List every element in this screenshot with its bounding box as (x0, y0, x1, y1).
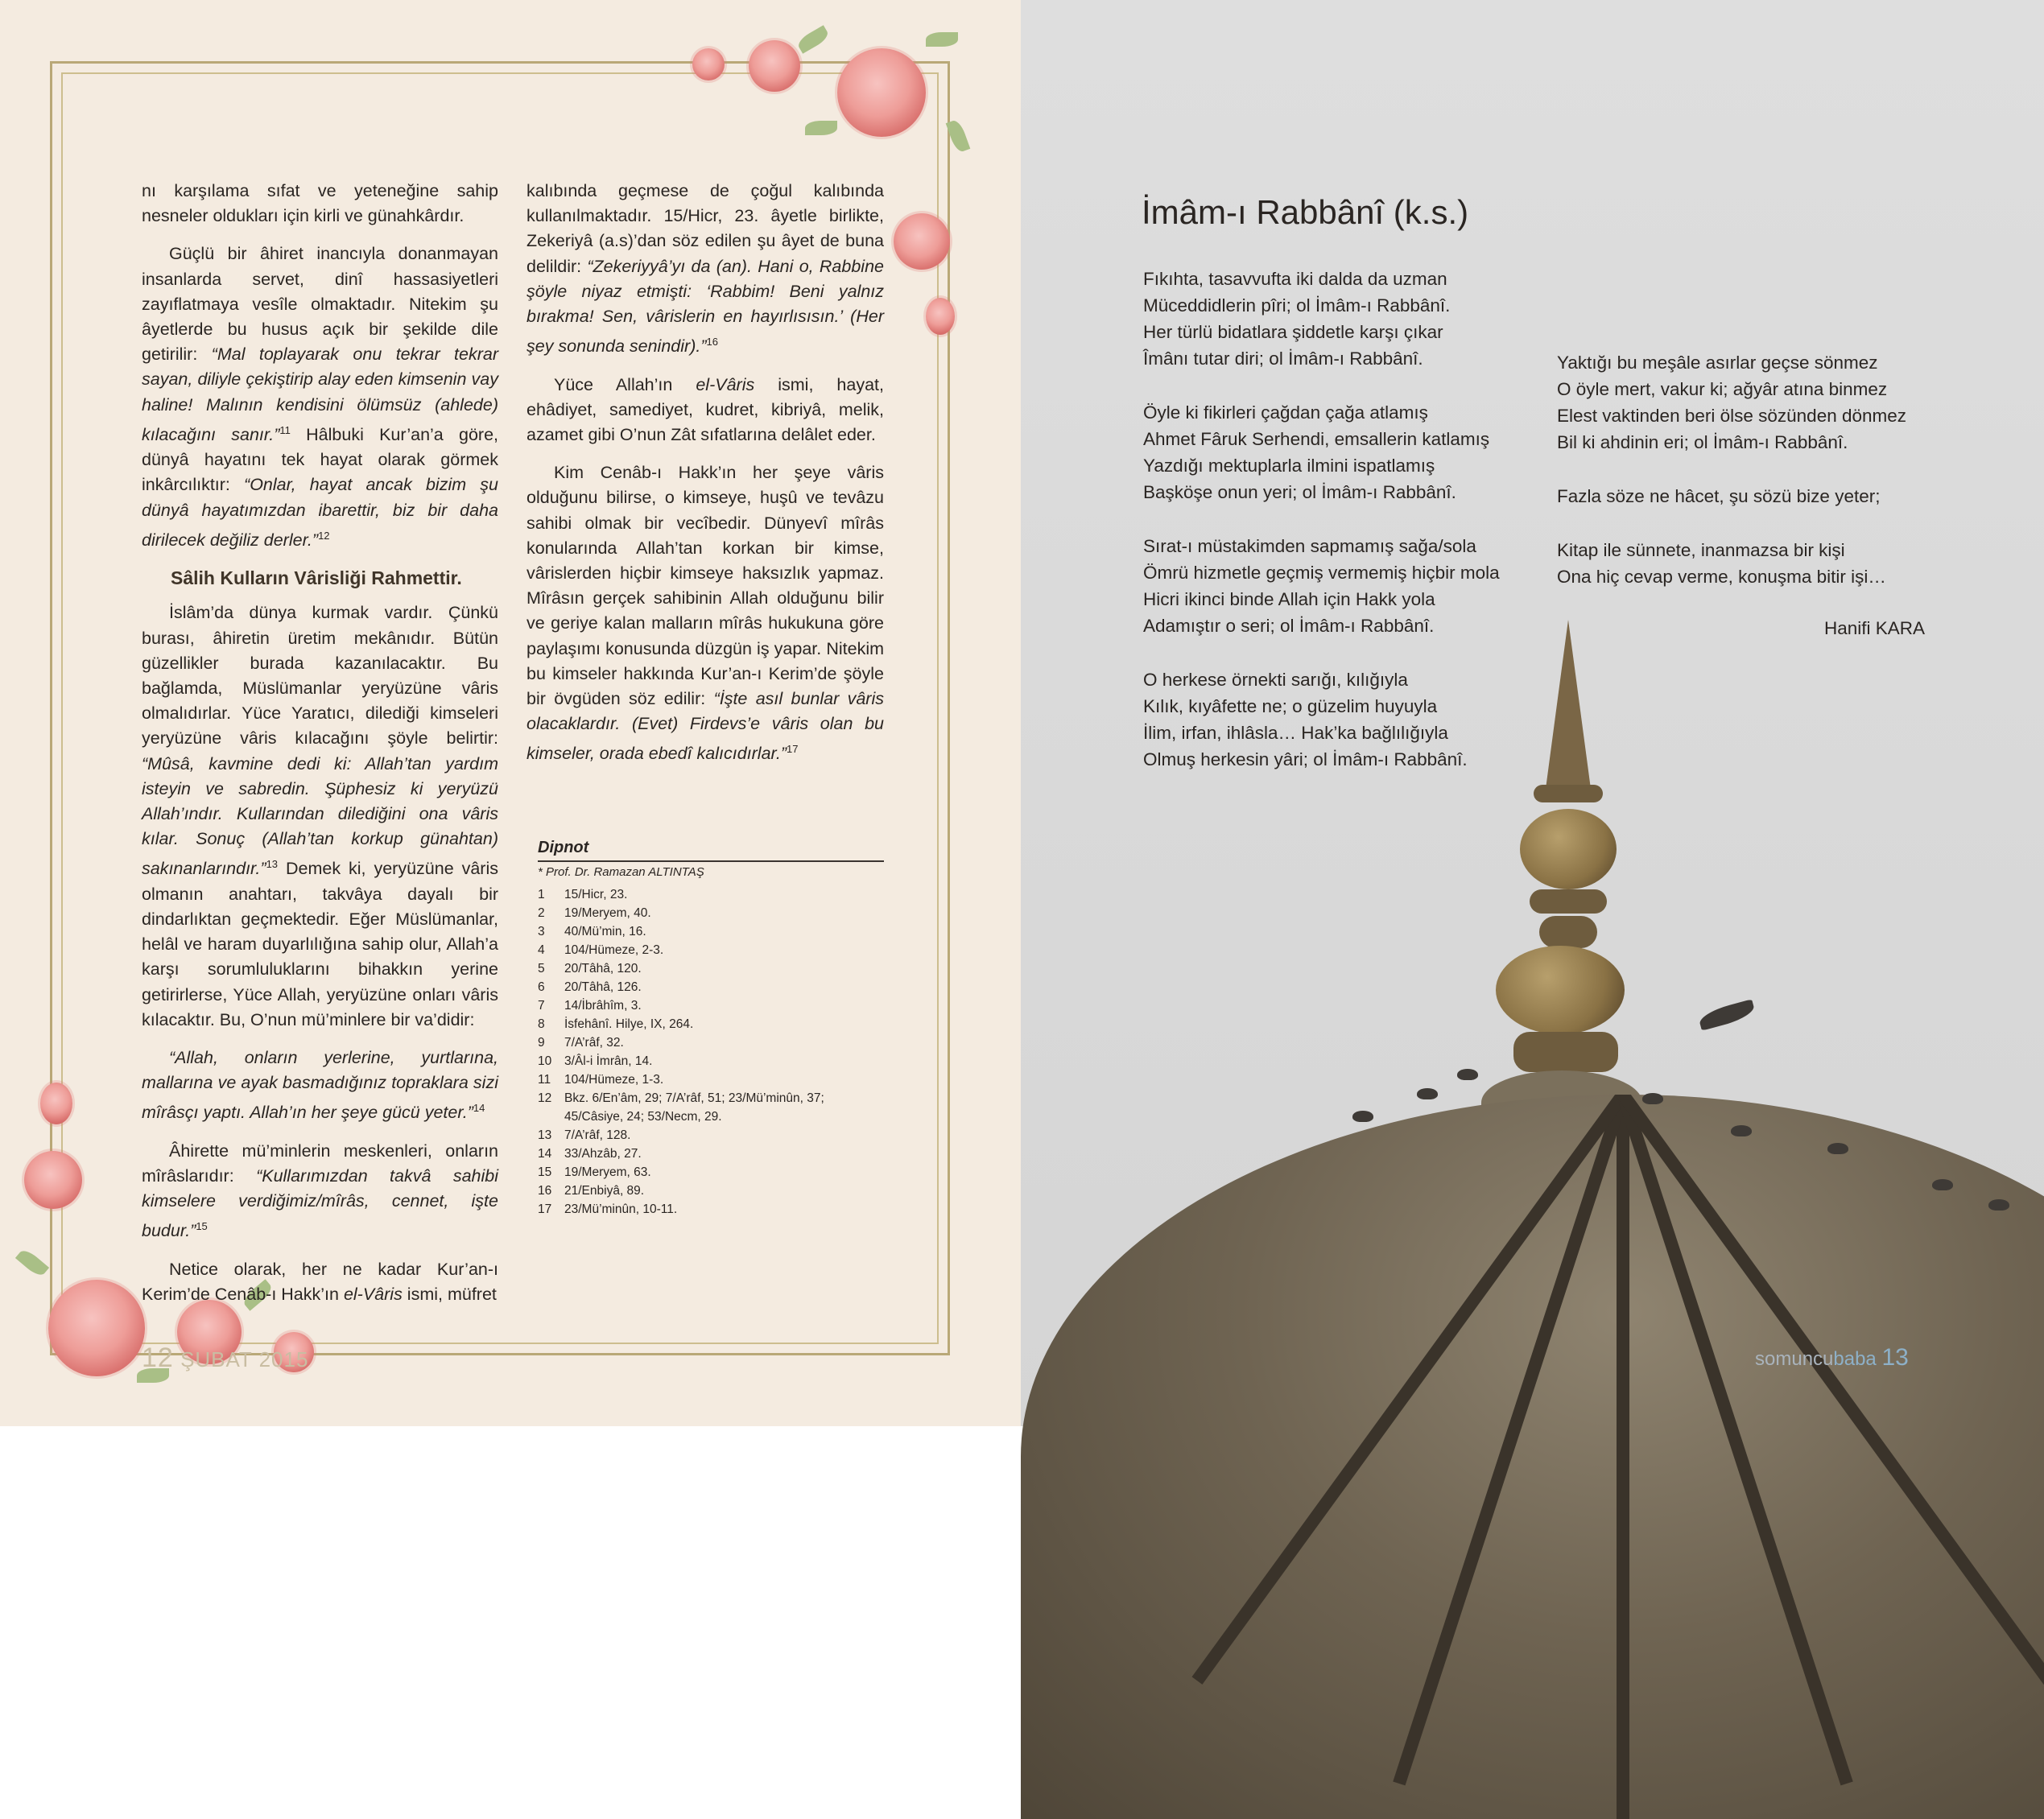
poem-line: Fıkıhta, tasavvufta iki dalda da uzman (1143, 269, 1447, 289)
leaf-icon (15, 1247, 49, 1279)
footnote-number: 17 (538, 1202, 552, 1216)
leaf-icon (926, 32, 958, 47)
poem-stanza (1143, 533, 1500, 639)
poem-line: O öyle mert, vakur ki; ağyâr atına binmez (1557, 379, 1888, 399)
poem-line: Ömrü hizmetle geçmiş vermemiş hiçbir mola (1143, 563, 1500, 583)
footnote-text: 104/Hümeze, 1-3. (564, 1073, 664, 1087)
paragraph: nı karşılama sıfat ve yeteneğine sahip nesneler oldukları için kirli ve günahkârdır. (142, 181, 498, 226)
poem-stanza (1557, 349, 1906, 456)
footnote-text: 20/Tâhâ, 120. (564, 962, 642, 975)
text-column-2 (526, 179, 884, 780)
poem-column-left (1143, 266, 1500, 800)
footnote-text: 23/Mü’minûn, 10-11. (564, 1202, 678, 1216)
footnote-number: 8 (538, 1017, 545, 1031)
footnote-item (538, 1070, 884, 1089)
poem-stanza (1557, 483, 1906, 509)
pigeon-icon (1417, 1088, 1438, 1099)
paragraph: Yüce Allah’ın el-Vâris ismi, hayat, ehâdiyet, samediyet, kudret, kibriyâ, melik, azamet gibi O’nun Zât sıfatlarına delâlet eder. (526, 374, 884, 444)
page-number: 12 (142, 1343, 174, 1373)
footnote-text: 33/Ahzâb, 27. (564, 1147, 642, 1161)
poem-line: Başköşe onun yeri; ol İmâm-ı Rabbânî. (1143, 482, 1456, 502)
pigeon-icon (1932, 1179, 1953, 1190)
poem-stanza (1143, 266, 1500, 372)
footnote-number: 7 (538, 999, 545, 1013)
section-heading: Sâlih Kulların Vârisliği Rahmettir. (171, 567, 462, 589)
poem-line: İlim, irfan, ihlâsla… Hak’ka bağlılığıyla (1143, 723, 1448, 743)
page-number: 13 (1881, 1344, 1909, 1371)
footnotes-author: * Prof. Dr. Ramazan ALTINTAŞ (538, 865, 704, 879)
rose-icon (48, 1280, 145, 1376)
footnote-text: 21/Enbiyâ, 89. (564, 1184, 645, 1198)
poem-line: Her türlü bidatlara şiddetle karşı çıkar (1143, 322, 1443, 342)
footnote-item (538, 1089, 884, 1126)
pigeon-icon (1352, 1111, 1373, 1122)
footnote-number: 6 (538, 980, 545, 994)
footnote-text: 104/Hümeze, 2-3. (564, 943, 664, 957)
footnote-number: 10 (538, 1054, 552, 1068)
poem-line: Ona hiç cevap verme, konuşma bitir işi… (1557, 567, 1886, 587)
footnotes (538, 839, 884, 1219)
rose-icon (692, 48, 725, 80)
poem-line: Sırat-ı müstakimden sapmamış sağa/sola (1143, 536, 1476, 556)
poem-line: Kılık, kıyâfette ne; o güzelim huyuyla (1143, 696, 1438, 716)
poem-line: Yazdığı mektuplarla ilmini ispatlamış (1143, 456, 1435, 476)
spire-ball-lower (1496, 946, 1625, 1034)
dome-rib (1192, 1095, 1629, 1685)
poem-line: Fazla söze ne hâcet, şu sözü bize yeter; (1557, 486, 1881, 506)
poem-stanza (1557, 537, 1906, 590)
paragraph: Güçlü bir âhiret inancıyla donanmayan insanlarda servet, dinî hassasiyetleri zayıflatmaya vesîle olmaktadır. Nitekim şu âyetlerde bu husus açık bir şekilde dile getirilir: “Mal toplayarak onu tekrar tekrar sayan, diliyle çekiştirip alay eden kimsenin vay haline! Malının kendisini ölümsüz (ahlede) kılacağını sanır.”$^{11}$ Hâlbuki Kur’an’a göre, dünyâ hayatını tek hayat olarak görmek inkârcılıktır: “Onlar, hayat ancak bizim şu dünyâ hayatımızdan ibarettir, biz bir daha dirilecek değiliz derler.”$^{12}$ (142, 244, 498, 550)
footnote-item (538, 1163, 884, 1182)
footnote-number: 16 (538, 1184, 552, 1198)
footnote-number: 1 (538, 888, 545, 901)
footnote-text: 19/Meryem, 40. (564, 906, 651, 920)
left-page (0, 0, 1021, 1426)
paragraph: Âhirette mü’minlerin meskenleri, onların mîrâslarıdır: “Kullarımızdan takvâ sahibi kimselere verdiğimiz/mîrâs, cennet, işte budur.”$^{15}$ (142, 1140, 498, 1241)
footnote-item (538, 978, 884, 996)
rose-icon (749, 40, 800, 92)
footnote-number: 11 (538, 1073, 551, 1087)
poem-line: Hicri ikinci binde Allah için Hakk yola (1143, 589, 1435, 609)
leaf-icon (805, 121, 837, 135)
poem-line: O herkese örnekti sarığı, kılığıyla (1143, 670, 1408, 690)
footnote-item (538, 959, 884, 978)
footnote-item (538, 1182, 884, 1200)
issue-date: ŞUBAT 2015 (180, 1347, 309, 1371)
poem-stanza (1143, 399, 1500, 505)
poem-line: Ahmet Fâruk Serhendi, emsallerin katlamış (1143, 429, 1490, 449)
footnote-number: 13 (538, 1128, 552, 1142)
rose-icon (24, 1151, 82, 1209)
poem-author: Hanifi KARA (1824, 618, 1926, 638)
pigeon-icon (1731, 1125, 1752, 1136)
footnote-item (538, 1033, 884, 1052)
spire-base (1513, 1032, 1618, 1072)
paragraph: İslâm’da dünya kurmak vardır. Çünkü burası, âhiretin üretim mekânıdır. Bütün güzellikler burada kazanılacaktır. Bu bağlamda, Müslümanlar yeryüzüne vâris olmalıdırlar. Yüce Yaratıcı, dilediği kimseleri yeryüzüne vâris kılacağını şöyle belirtir: “Mûsâ, kavmine dedi ki: Allah’tan yardım isteyin ve sabredin. Şüphesiz ki yeryüzü Allah’ındır. Kullarından dilediğini ona vâris kılar. Sonuç (Allah’tan korkup günahtan) sakınanlarındır.”$^{13}$ Demek ki, yeryüzüne vâris olmanın anahtarı, takvâya dayalı bir dindarlıktan geçmektedir. Eğer Müslümanlar, helâl ve haram duyarlılığına sahip olur, Allah’a karşı sorumluluklarını bihakkın yerine getirirlerse, Yüce Allah, yeryüzüne onları vâris kılacaktır. Bu, O’nun mü’minlere bir va’didir: (142, 603, 498, 1029)
paragraph: kalıbında geçmese de çoğul kalıbında kullanılmaktadır. 15/Hicr, 23. âyetle birlikte, Zekeriyâ (a.s)’dan söz edilen şu âyet de buna delildir: “Zekeriyyâ’yı da (an). Hani o, Rabbine şöyle niyaz etmişti: ‘Rabbim! Beni yalnız bırakma! Sen, vârislerin en hayırlısısın.’ (Her şey sonunda senindir).”$^{16}$ (526, 181, 884, 357)
magazine-name: somuncu (1755, 1348, 1834, 1370)
footnote-item (538, 996, 884, 1015)
spire-tip (1546, 620, 1591, 789)
footnote-number: 9 (538, 1036, 545, 1050)
dome-rib (1393, 1095, 1629, 1785)
footnote-item (538, 922, 884, 941)
paragraph: Kim Cenâb-ı Hakk’ın her şeye vâris olduğunu bilirse, o kimseye, huşû ve tevâzu sahibi olmak bir vecîbedir. Dünyevî mîrâs konularında Allah’tan korkan bir kimse, vârislerden hiçbir kimseye haksızlık yapmaz. Mîrâsın gerçek sahibinin Allah olduğunu bilir ve geriye kalan malların mîrâs hukukuna göre paylaşımı konusunda düzgün iş yapar. Nitekim bu kimseler hakkında Kur’an-ı Kerim’de şöyle bir övgüden söz edilir: “İşte asıl bunlar vâris olacaklardır. (Evet) Firdevs’e vâris olan bu kimseler, orada ebedî kalıcıdırlar.”$^{17}$ (526, 463, 884, 764)
footnote-text: 20/Tâhâ, 126. (564, 980, 642, 994)
dome-rib (1618, 1095, 2044, 1685)
dome-rib (1617, 1095, 1852, 1785)
spire-ring (1530, 889, 1607, 914)
footnote-number: 14 (538, 1147, 552, 1161)
footnote-text: 19/Meryem, 63. (564, 1165, 651, 1179)
footnote-text: 14/İbrâhîm, 3. (564, 999, 642, 1013)
footnote-item (538, 885, 884, 904)
poem-stanza (1143, 666, 1500, 773)
footnote-text: 15/Hicr, 23. (564, 888, 628, 901)
footnote-text: 3/Âl-i İmrân, 14. (564, 1054, 653, 1068)
poem-line: Olmuş herkesin yâri; ol İmâm-ı Rabbânî. (1143, 749, 1468, 769)
page-footer-right (1755, 1344, 1909, 1371)
poem-line: Elest vaktinden beri ölse sözünden dönmez (1557, 406, 1907, 426)
poem-column-right (1557, 349, 1906, 617)
spire-ring (1534, 785, 1603, 802)
dome-rib (1617, 1095, 1629, 1819)
pigeon-icon (1827, 1143, 1848, 1154)
footnote-item (538, 904, 884, 922)
footnote-text: 7/A’râf, 32. (564, 1036, 624, 1050)
poem-line: Îmânı tutar diri; ol İmâm-ı Rabbânî. (1143, 349, 1423, 369)
footnote-number: 4 (538, 943, 545, 957)
footnote-list (538, 885, 884, 1219)
poem-line: Yaktığı bu meşâle asırlar geçse sönmez (1557, 353, 1878, 373)
poem-line: Öyle ki fikirleri çağdan çağa atlamış (1143, 402, 1428, 423)
paragraph: Netice olarak, her ne kadar Kur’an-ı Kerim’de Cenâb-ı Hakk’ın el-Vâris ismi, müfret (142, 1259, 498, 1304)
spire-ring (1539, 916, 1597, 948)
magazine-name-accent: baba (1833, 1348, 1877, 1370)
footnote-number: 3 (538, 925, 545, 938)
footnote-item (538, 1145, 884, 1163)
footnotes-title: Dipnot (538, 839, 884, 862)
rose-icon (837, 48, 926, 137)
poem-line: Kitap ile sünnete, inanmazsa bir kişi (1557, 540, 1845, 560)
footnote-text: İsfehânî. Hilye, IX, 264. (564, 1017, 694, 1031)
page-footer-left (142, 1343, 308, 1374)
footnote-item (538, 941, 884, 959)
rose-icon (894, 213, 950, 270)
quote-paragraph: “Allah, onların yerlerine, yurtlarına, mallarına ve ayak basmadığınız topraklara sizi mîrâsçı yaptı. Allah’ın her şeye gücü yeter.”$^{14}$ (142, 1047, 498, 1123)
spire-ball-upper (1520, 809, 1617, 889)
footnote-number: 5 (538, 962, 545, 975)
footnote-item (538, 1015, 884, 1033)
poem-title: İmâm-ı Rabbânî (k.s.) (1142, 193, 1469, 231)
footnote-number: 2 (538, 906, 545, 920)
pigeon-icon (1988, 1199, 2009, 1211)
footnote-item (538, 1200, 884, 1219)
poem-line: Adamıştır o seri; ol İmâm-ı Rabbânî. (1143, 616, 1435, 636)
text-column-1 (142, 179, 498, 1320)
rose-icon (926, 298, 955, 335)
poem-line: Bil ki ahdinin eri; ol İmâm-ı Rabbânî. (1557, 432, 1848, 452)
pigeon-icon (1457, 1069, 1478, 1080)
pigeon-icon (1642, 1093, 1663, 1104)
poem-line: Müceddidlerin pîri; ol İmâm-ı Rabbânî. (1143, 295, 1451, 316)
footnote-item (538, 1126, 884, 1145)
footnote-text: 7/A’râf, 128. (564, 1128, 631, 1142)
footnote-number: 15 (538, 1165, 552, 1179)
footnote-number: 12 (538, 1091, 552, 1105)
footnote-text: Bkz. 6/En’âm, 29; 7/A’râf, 51; 23/Mü’minûn, 37; 45/Câsiye, 24; 53/Necm, 29. (564, 1091, 824, 1124)
footnote-text: 40/Mü’min, 16. (564, 925, 646, 938)
rose-icon (40, 1083, 72, 1124)
footnote-item (538, 1052, 884, 1070)
leaf-icon (795, 25, 831, 54)
